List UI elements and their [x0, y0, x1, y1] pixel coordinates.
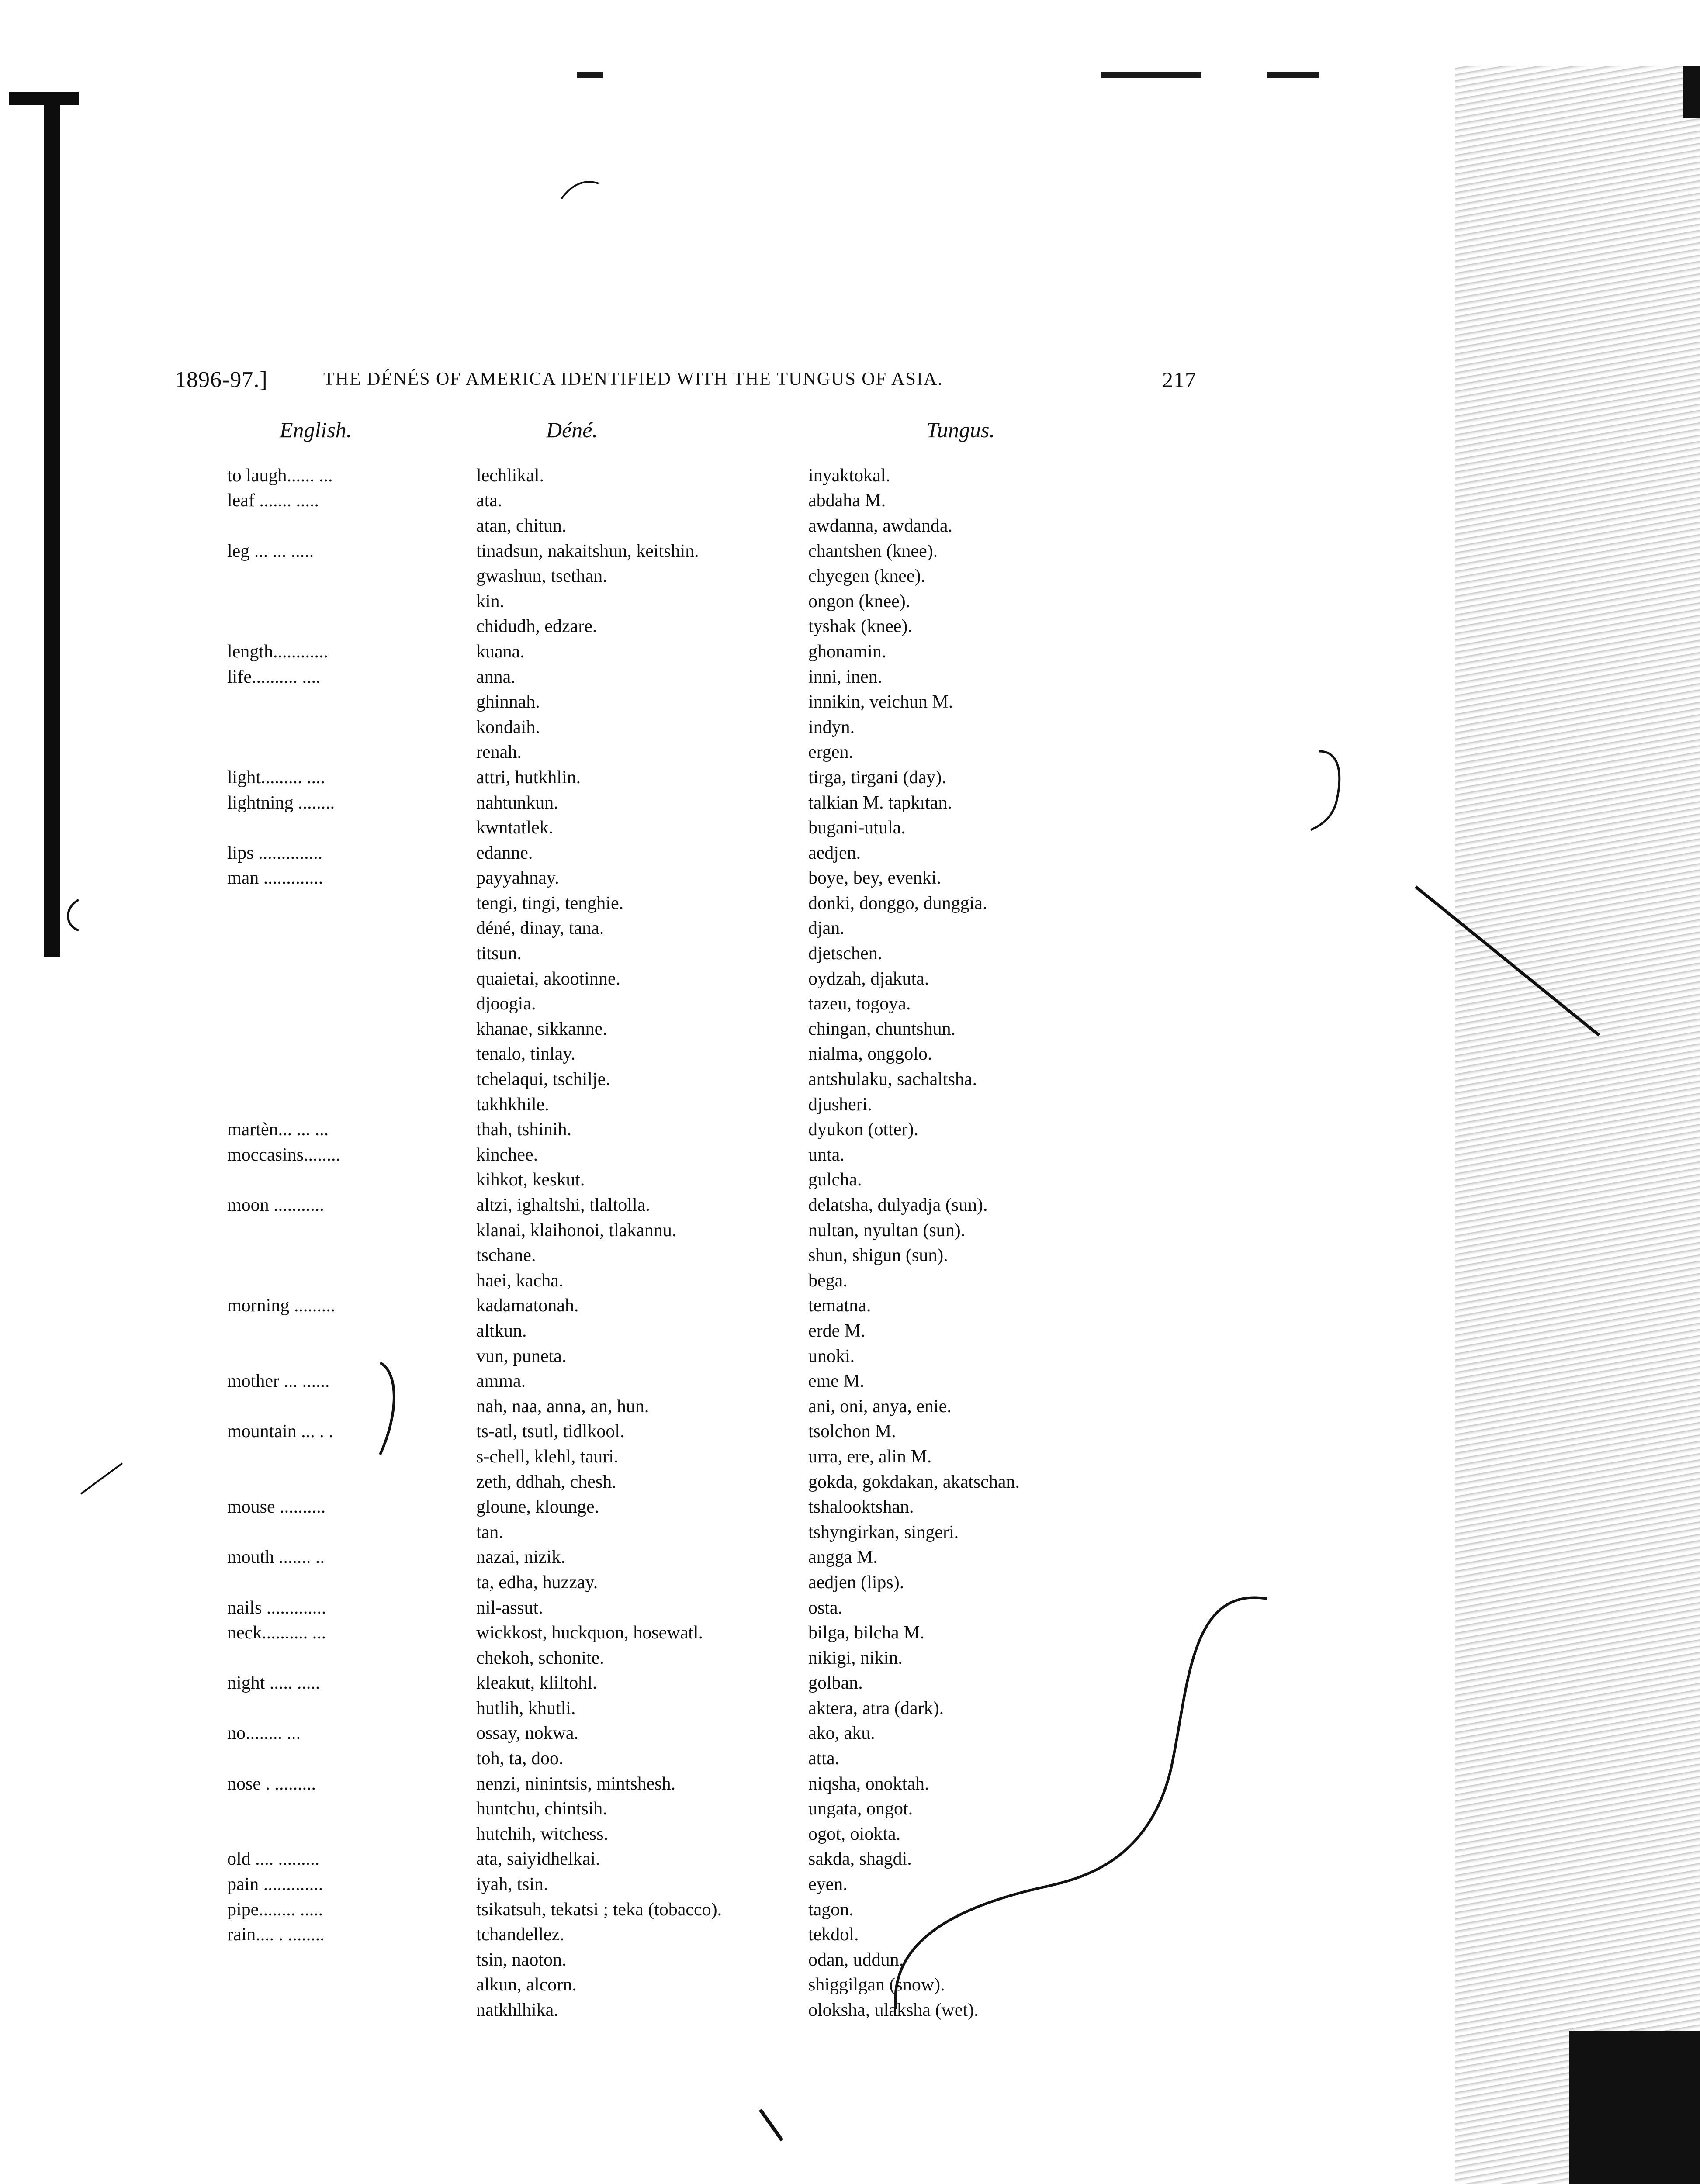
dene-word: alkun, alcorn.: [476, 1975, 577, 1995]
tungus-word: djetschen.: [808, 943, 883, 964]
tungus-word: boye, bey, evenki.: [808, 868, 942, 888]
dene-word: attri, hutkhlin.: [476, 767, 581, 788]
dene-word: kihkot, keskut.: [476, 1170, 585, 1190]
english-word: [227, 891, 476, 916]
table-row: [227, 488, 1114, 514]
tungus-word: delatsha, dulyadja (sun).: [808, 1195, 988, 1216]
table-row: [227, 1318, 1114, 1344]
tungus-word: ghonamin.: [808, 641, 886, 662]
dene-word: tsikatsuh, tekatsi ; teka (tobacco).: [476, 1899, 722, 1920]
table-row: [227, 1293, 1114, 1319]
english-word: [227, 1016, 476, 1042]
dene-word: hutlih, khutli.: [476, 1698, 576, 1718]
dene-word: anna.: [476, 667, 516, 687]
table-row: [227, 1117, 1114, 1142]
dene-word: nazai, nizik.: [476, 1547, 566, 1568]
dene-word: toh, ta, doo.: [476, 1749, 564, 1769]
tungus-word: antshulaku, sachaltsha.: [808, 1069, 977, 1090]
table-row: [227, 1796, 1114, 1821]
english-word: nails .............: [227, 1597, 326, 1618]
dene-word: nahtunkun.: [476, 792, 558, 813]
english-word: length............: [227, 641, 328, 662]
english-word: [227, 1168, 476, 1193]
english-word: moon ...........: [227, 1195, 324, 1216]
dene-word: ata.: [476, 491, 502, 511]
tungus-word: innikin, veichun M.: [808, 692, 953, 712]
table-row: [227, 1494, 1114, 1520]
table-row: [227, 639, 1114, 664]
dene-word: tenalo, tinlay.: [476, 1044, 576, 1064]
english-word: old .... .........: [227, 1849, 320, 1870]
dene-word: ts-atl, tsutl, tidlkool.: [476, 1421, 625, 1442]
table-row: [227, 664, 1114, 690]
tungus-word: sakda, shagdi.: [808, 1849, 912, 1870]
dene-word: tengi, tingi, tenghie.: [476, 893, 624, 913]
tungus-word: shiggilgan (snow).: [808, 1975, 945, 1995]
tungus-word: chyegen (knee).: [808, 566, 926, 587]
tungus-word: tekdol.: [808, 1925, 859, 1945]
english-word: neck.......... ...: [227, 1623, 326, 1643]
tungus-word: tematna.: [808, 1296, 871, 1316]
table-row: [227, 1469, 1114, 1495]
table-row: [227, 1671, 1114, 1696]
dene-word: tsin, naoton.: [476, 1949, 567, 1970]
dene-word: klanai, klaihonoi, tlakannu.: [476, 1220, 677, 1241]
table-row: [227, 1570, 1114, 1595]
english-word: [227, 589, 476, 614]
dene-word: kin.: [476, 591, 505, 612]
dene-word: kwntatlek.: [476, 818, 554, 838]
dene-word: haei, kacha.: [476, 1270, 564, 1291]
dene-word: amma.: [476, 1371, 526, 1392]
english-word: mouth ....... ..: [227, 1547, 325, 1568]
dene-word: lechlikal.: [476, 465, 544, 486]
table-row: [227, 1419, 1114, 1444]
dene-word: tan.: [476, 1522, 503, 1542]
dene-word: kuana.: [476, 641, 525, 662]
english-word: light......... ....: [227, 767, 325, 788]
dene-word: edanne.: [476, 843, 533, 863]
table-row: [227, 1243, 1114, 1268]
english-word: [227, 1067, 476, 1092]
tungus-word: aedjen.: [808, 843, 861, 863]
column-heading-dene: Déné.: [546, 418, 598, 442]
dene-word: hutchih, witchess.: [476, 1824, 609, 1844]
table-row: [227, 1922, 1114, 1947]
table-row: [227, 1696, 1114, 1721]
english-word: life.......... ....: [227, 667, 321, 687]
table-row: [227, 765, 1114, 790]
table-row: [227, 1042, 1114, 1067]
dene-word: tchandellez.: [476, 1925, 564, 1945]
table-row: [227, 614, 1114, 639]
tungus-word: gokda, gokdakan, akatschan.: [808, 1472, 1020, 1492]
dene-word: vun, puneta.: [476, 1346, 567, 1366]
tungus-word: nultan, nyultan (sun).: [808, 1220, 966, 1241]
english-word: man .............: [227, 868, 323, 888]
english-word: [227, 1469, 476, 1495]
tungus-word: chantshen (knee).: [808, 541, 938, 561]
english-word: [227, 1092, 476, 1117]
tungus-word: tazeu, togoya.: [808, 994, 911, 1014]
tungus-word: eme M.: [808, 1371, 865, 1392]
column-heading-english: English.: [280, 418, 352, 442]
dene-word: iyah, tsin.: [476, 1874, 548, 1895]
english-word: [227, 1645, 476, 1671]
tungus-word: djusheri.: [808, 1094, 872, 1115]
table-row: [227, 1545, 1114, 1570]
column-heading-tungus: Tungus.: [926, 418, 995, 442]
tungus-word: ongon (knee).: [808, 591, 911, 612]
tungus-word: nialma, onggolo.: [808, 1044, 932, 1064]
tungus-word: nikigi, nikin.: [808, 1648, 903, 1668]
tungus-word: inni, inen.: [808, 667, 883, 687]
dene-word: renah.: [476, 742, 522, 763]
table-row: [227, 513, 1114, 539]
english-word: [227, 1997, 476, 2023]
tungus-word: ergen.: [808, 742, 854, 763]
english-word: pain .............: [227, 1874, 323, 1895]
table-row: [227, 790, 1114, 816]
english-word: [227, 689, 476, 715]
table-row: [227, 1947, 1114, 1973]
table-row: [227, 1444, 1114, 1469]
header-year: 1896-97.]: [175, 367, 268, 392]
table-row: [227, 1973, 1114, 1998]
tungus-word: talkian M. tapkıtan.: [808, 792, 952, 813]
english-word: to laugh...... ...: [227, 465, 333, 486]
english-word: [227, 1947, 476, 1973]
english-word: [227, 815, 476, 840]
dene-word: ta, edha, huzzay.: [476, 1572, 598, 1593]
tungus-word: abdaha M.: [808, 491, 886, 511]
table-row: [227, 740, 1114, 765]
table-row: [227, 1746, 1114, 1771]
table-row: [227, 563, 1114, 589]
tungus-word: ani, oni, anya, enie.: [808, 1396, 952, 1417]
table-row: [227, 1645, 1114, 1671]
dene-word: khanae, sikkanne.: [476, 1019, 607, 1039]
english-word: [227, 1268, 476, 1293]
table-row: [227, 916, 1114, 941]
dene-word: nenzi, ninintsis, mintshesh.: [476, 1773, 676, 1794]
dene-word: kinchee.: [476, 1144, 538, 1165]
header-title: THE DÉNÉS OF AMERICA IDENTIFIED WITH THE TUNGUS OF ASIA.: [323, 369, 943, 389]
tungus-word: ogot, oiokta.: [808, 1824, 901, 1844]
english-word: [227, 1520, 476, 1545]
dene-word: nah, naa, anna, an, hun.: [476, 1396, 649, 1417]
english-word: mountain ... . .: [227, 1421, 333, 1442]
table-row: [227, 463, 1114, 488]
table-row: [227, 589, 1114, 614]
english-word: [227, 1344, 476, 1369]
english-word: martèn... ... ...: [227, 1120, 329, 1140]
english-word: [227, 1821, 476, 1847]
vocabulary-table: [227, 463, 1114, 2023]
english-word: moccasins........: [227, 1144, 340, 1165]
english-word: no........ ...: [227, 1723, 301, 1744]
dene-word: kleakut, kliltohl.: [476, 1673, 597, 1693]
table-row: [227, 866, 1114, 891]
table-row: [227, 966, 1114, 992]
english-word: [227, 715, 476, 740]
tungus-word: tyshak (knee).: [808, 616, 912, 637]
english-word: [227, 1696, 476, 1721]
dene-word: djoogia.: [476, 994, 536, 1014]
page-number: 217: [1162, 367, 1196, 392]
dene-word: ossay, nokwa.: [476, 1723, 579, 1744]
tungus-word: djan.: [808, 918, 845, 939]
tungus-word: inyaktokal.: [808, 465, 890, 486]
english-word: [227, 1444, 476, 1469]
dene-word: altzi, ighaltshi, tlaltolla.: [476, 1195, 650, 1216]
english-word: night ..... .....: [227, 1673, 320, 1693]
tungus-word: tsolchon M.: [808, 1421, 896, 1442]
tungus-word: angga M.: [808, 1547, 878, 1568]
table-row: [227, 1821, 1114, 1847]
dene-word: s-chell, klehl, tauri.: [476, 1446, 619, 1467]
table-row: [227, 840, 1114, 866]
dene-word: ata, saiyidhelkai.: [476, 1849, 600, 1870]
table-row: [227, 1368, 1114, 1394]
english-word: [227, 1796, 476, 1821]
table-row: [227, 1067, 1114, 1092]
dene-word: chekoh, schonite.: [476, 1648, 604, 1668]
table-row: [227, 1897, 1114, 1922]
tungus-word: ako, aku.: [808, 1723, 875, 1744]
english-word: [227, 1570, 476, 1595]
english-word: [227, 1394, 476, 1419]
tungus-word: osta.: [808, 1597, 843, 1618]
dene-word: thah, tshinih.: [476, 1120, 572, 1140]
tungus-word: tshyngirkan, singeri.: [808, 1522, 959, 1542]
dene-word: kadamatonah.: [476, 1296, 579, 1316]
dene-word: kondaih.: [476, 717, 540, 737]
tungus-word: dyukon (otter).: [808, 1120, 918, 1140]
english-word: leaf ....... .....: [227, 491, 319, 511]
table-row: [227, 1394, 1114, 1419]
table-row: [227, 1771, 1114, 1797]
table-row: [227, 1620, 1114, 1645]
dene-word: titsun.: [476, 943, 522, 964]
tungus-word: bugani-utula.: [808, 818, 906, 838]
english-word: [227, 1973, 476, 1998]
english-word: [227, 1042, 476, 1067]
dene-word: ghinnah.: [476, 692, 540, 712]
tungus-word: shun, shigun (sun).: [808, 1245, 948, 1266]
dene-word: tchelaqui, tschilje.: [476, 1069, 610, 1090]
tungus-word: aedjen (lips).: [808, 1572, 904, 1593]
table-row: [227, 1847, 1114, 1872]
english-word: [227, 614, 476, 639]
tungus-word: golban.: [808, 1673, 863, 1693]
tungus-word: ungata, ongot.: [808, 1799, 913, 1819]
english-word: leg ... ... .....: [227, 541, 314, 561]
english-word: [227, 916, 476, 941]
tungus-word: unoki.: [808, 1346, 855, 1366]
tungus-word: bega.: [808, 1270, 848, 1291]
table-row: [227, 689, 1114, 715]
tungus-word: tshalooktshan.: [808, 1497, 914, 1517]
table-row: [227, 1016, 1114, 1042]
table-row: [227, 1142, 1114, 1168]
dene-word: atan, chitun.: [476, 515, 567, 536]
table-row: [227, 991, 1114, 1016]
tungus-word: urra, ere, alin M.: [808, 1446, 932, 1467]
table-row: [227, 815, 1114, 840]
english-word: morning .........: [227, 1296, 336, 1316]
tungus-word: erde M.: [808, 1320, 866, 1341]
dene-word: wickkost, huckquon, hosewatl.: [476, 1623, 703, 1643]
english-word: mother ... ......: [227, 1371, 330, 1392]
tungus-word: bilga, bilcha M.: [808, 1623, 924, 1643]
dene-word: gwashun, tsethan.: [476, 566, 607, 587]
tungus-word: unta.: [808, 1144, 845, 1165]
tungus-word: tirga, tirgani (day).: [808, 767, 946, 788]
tungus-word: eyen.: [808, 1874, 848, 1895]
english-word: [227, 1746, 476, 1771]
dene-word: gloune, klounge.: [476, 1497, 599, 1517]
table-row: [227, 1520, 1114, 1545]
english-word: [227, 1218, 476, 1243]
english-word: [227, 1318, 476, 1344]
dene-word: tschane.: [476, 1245, 536, 1266]
tungus-word: tagon.: [808, 1899, 854, 1920]
english-word: [227, 966, 476, 992]
dene-word: huntchu, chintsih.: [476, 1799, 607, 1819]
english-word: [227, 740, 476, 765]
table-row: [227, 891, 1114, 916]
english-word: lightning ........: [227, 792, 335, 813]
table-row: [227, 539, 1114, 564]
table-row: [227, 1092, 1114, 1117]
tungus-word: chingan, chuntshun.: [808, 1019, 956, 1039]
dene-word: quaietai, akootinne.: [476, 968, 621, 989]
table-row: [227, 1218, 1114, 1243]
tungus-word: aktera, atra (dark).: [808, 1698, 944, 1718]
english-word: [227, 513, 476, 539]
english-word: [227, 563, 476, 589]
table-row: [227, 1268, 1114, 1293]
english-word: mouse ..........: [227, 1497, 326, 1517]
dene-word: takhkhile.: [476, 1094, 549, 1115]
tungus-word: oloksha, ulaksha (wet).: [808, 2000, 979, 2021]
dene-word: altkun.: [476, 1320, 527, 1341]
table-row: [227, 715, 1114, 740]
english-word: pipe........ .....: [227, 1899, 323, 1920]
english-word: lips ..............: [227, 843, 323, 863]
tungus-word: niqsha, onoktah.: [808, 1773, 929, 1794]
dene-word: tinadsun, nakaitshun, keitshin.: [476, 541, 699, 561]
tungus-word: gulcha.: [808, 1170, 862, 1190]
table-row: [227, 1721, 1114, 1746]
english-word: nose . .........: [227, 1773, 316, 1794]
dene-word: payyahnay.: [476, 868, 559, 888]
tungus-word: donki, donggo, dunggia.: [808, 893, 987, 913]
english-word: [227, 991, 476, 1016]
dene-word: nil-assut.: [476, 1597, 543, 1618]
tungus-word: odan, uddun.: [808, 1949, 904, 1970]
table-row: [227, 1344, 1114, 1369]
dene-word: zeth, ddhah, chesh.: [476, 1472, 616, 1492]
tungus-word: indyn.: [808, 717, 855, 737]
tungus-word: oydzah, djakuta.: [808, 968, 929, 989]
english-word: [227, 941, 476, 966]
tungus-word: atta.: [808, 1749, 840, 1769]
english-word: [227, 1243, 476, 1268]
table-row: [227, 1168, 1114, 1193]
dene-word: déné, dinay, tana.: [476, 918, 604, 939]
dene-word: chidudh, edzare.: [476, 616, 597, 637]
table-row: [227, 1192, 1114, 1218]
english-word: rain.... . ........: [227, 1925, 325, 1945]
table-row: [227, 941, 1114, 966]
table-row: [227, 1997, 1114, 2023]
dene-word: natkhlhika.: [476, 2000, 558, 2021]
tungus-word: awdanna, awdanda.: [808, 515, 953, 536]
table-row: [227, 1872, 1114, 1897]
table-row: [227, 1595, 1114, 1621]
